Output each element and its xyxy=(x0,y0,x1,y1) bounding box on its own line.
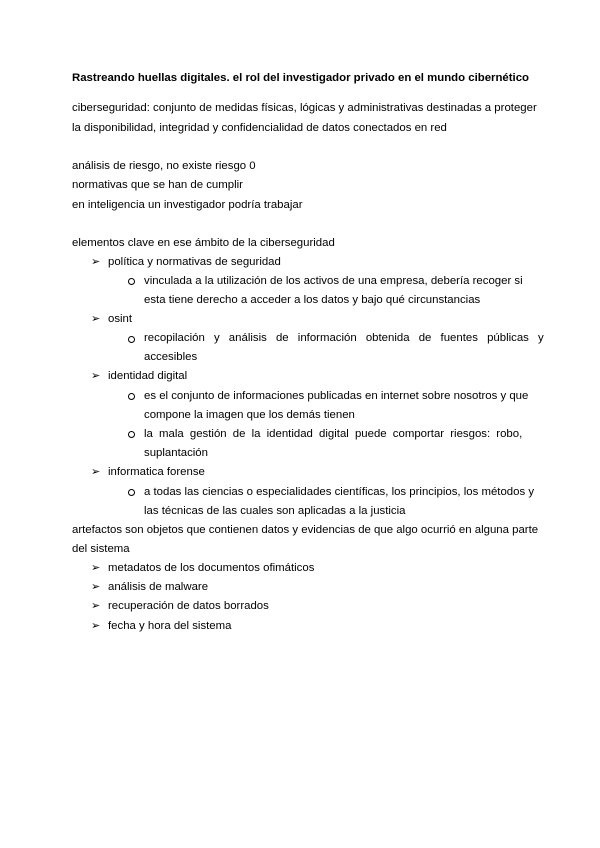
sub-item-line-1: la mala gestión de la identidad digital puede comportar riesgos: robo, xyxy=(144,428,523,440)
sub-item-line-2: accesibles xyxy=(144,351,198,363)
artefact-item: análisis de malware xyxy=(108,581,209,593)
intro-line-1: ciberseguridad: conjunto de medidas físicas, lógicas y administrativas destinadas a proteger xyxy=(72,102,537,114)
arrow-bullet-icon: ➢ xyxy=(91,370,101,382)
list-item-label: osint xyxy=(108,313,133,325)
circle-bullet-icon xyxy=(128,336,135,343)
sub-item-line-2: esta tiene derecho a acceder a los datos y bajo qué circunstancias xyxy=(144,294,481,306)
sub-item-line-2: suplantación xyxy=(144,447,208,459)
note-line: normativas que se han de cumplir xyxy=(72,179,243,191)
elements-heading: elementos clave en ese ámbito de la ciberseguridad xyxy=(72,237,335,249)
arrow-bullet-icon: ➢ xyxy=(91,466,101,478)
arrow-bullet-icon: ➢ xyxy=(91,581,101,593)
sub-item-line-2: compone la imagen que los demás tienen xyxy=(144,409,355,421)
sub-item-line-1 xyxy=(144,274,528,288)
circle-bullet-icon xyxy=(128,431,135,438)
artefact-item: metadatos de los documentos ofimáticos xyxy=(108,562,315,574)
arrow-bullet-icon: ➢ xyxy=(91,620,101,632)
artefact-item: recuperación de datos borrados xyxy=(108,600,269,612)
artefact-item: fecha y hora del sistema xyxy=(108,620,232,632)
note-line: en inteligencia un investigador podría trabajar xyxy=(72,199,303,211)
sub-item-line-2: las técnicas de las cuales son aplicadas a la justicia xyxy=(144,505,406,517)
circle-bullet-icon xyxy=(128,489,135,496)
arrow-bullet-icon: ➢ xyxy=(91,562,101,574)
list-item-label: identidad digital xyxy=(108,370,188,382)
sub-item-line-1: a todas las ciencias o especialidades científicas, los principios, los métodos y xyxy=(144,486,535,498)
document-title: Rastreando huellas digitales. el rol del investigador privado en el mundo cibernético xyxy=(72,72,529,84)
list-item-label: informatica forense xyxy=(108,466,205,478)
intro-line-2: la disponibilidad, integridad y confidencialidad de datos conectados en red xyxy=(72,122,447,134)
artefacts-line-2: del sistema xyxy=(72,543,130,555)
arrow-bullet-icon: ➢ xyxy=(91,256,101,268)
circle-bullet-icon xyxy=(128,278,135,285)
arrow-bullet-icon: ➢ xyxy=(91,313,101,325)
circle-bullet-icon xyxy=(128,393,135,400)
artefacts-line-1: artefactos son objetos que contienen datos y evidencias de que algo ocurrió en alguna parte xyxy=(72,524,539,536)
sub-item-text: vinculada a la utilización de los activos de una empresa, debería recoger si xyxy=(144,275,523,287)
list-item-label: política y normativas de seguridad xyxy=(108,256,281,268)
arrow-bullet-icon: ➢ xyxy=(91,600,101,612)
sub-item-line-1: es el conjunto de informaciones publicadas en internet sobre nosotros y que xyxy=(144,390,529,402)
sub-item-line-1: recopilación y análisis de información obtenida de fuentes públicas y xyxy=(144,332,544,344)
note-line: análisis de riesgo, no existe riesgo 0 xyxy=(72,160,256,172)
